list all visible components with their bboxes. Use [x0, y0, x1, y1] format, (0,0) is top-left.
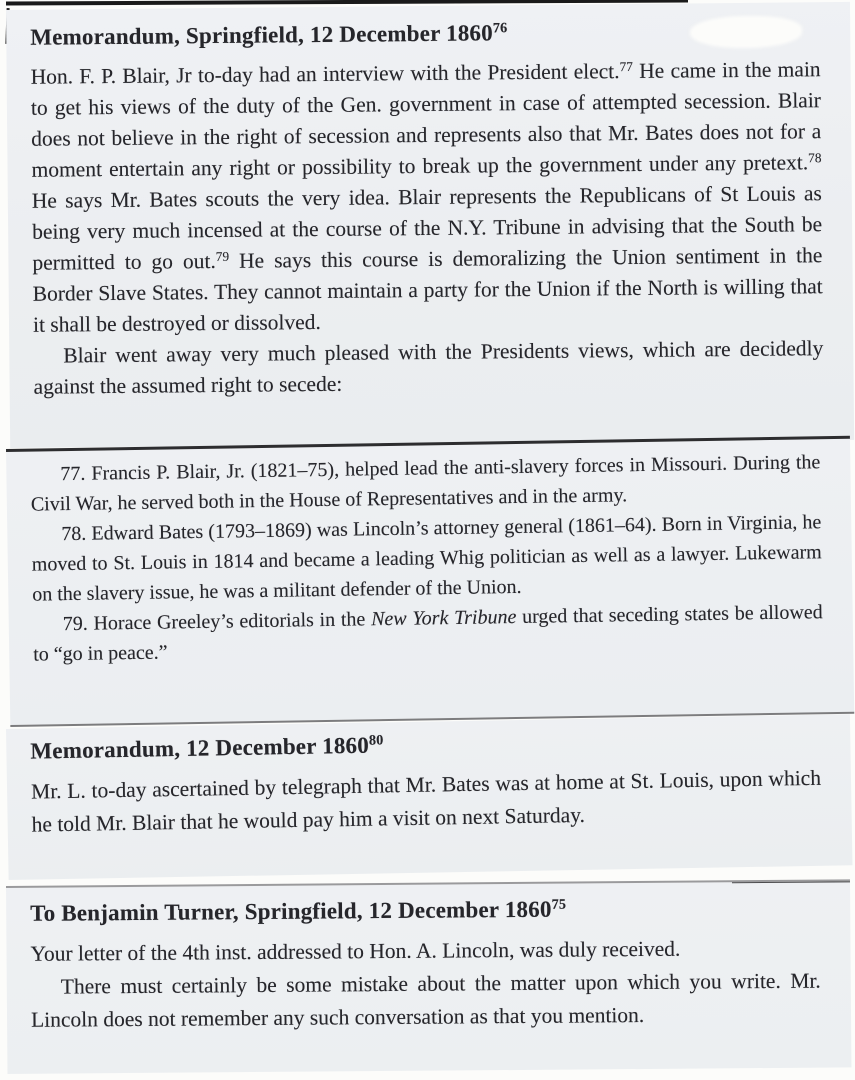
- memo2-title-footnote-ref: 80: [368, 732, 384, 749]
- footnote-77: 77. Francis P. Blair, Jr. (1821–75), helped lead the anti-slavery forces in Missouri. During the Civil War, he served both in the House of Representatives and in the army.: [30, 451, 821, 516]
- memo1-title-footnote-ref: 76: [492, 20, 508, 37]
- letter-title-text: To Benjamin Turner, Springfield, 12 December 1860: [30, 896, 552, 926]
- memo1-paragraph-1: [30, 54, 823, 341]
- letter-paragraph-1: Your letter of the 4th inst. addressed to Hon. A. Lincoln, was duly received.: [30, 936, 681, 966]
- memo1-p1-text-1: Hon. F. P. Blair, Jr to-day had an interview with the President elect.: [30, 59, 620, 89]
- memo2-paragraph-1: Mr. L. to-day ascertained by telegraph that Mr. Bates was at home at St. Louis, upon which he told Mr. Blair that he would pay him a visit on next Saturday.: [30, 765, 822, 837]
- memo1-paragraph-2: Blair went away very much pleased with the Presidents views, which are decidedly against the assumed right to secede:: [33, 336, 824, 399]
- memo1-title-text: Memorandum, Springfield, 12 December 1860: [30, 20, 493, 50]
- memo1-p1-text-4: He says this course is demoralizing the Union sentiment in the Border Slave States. They cannot maintain a party for the Union if the North is willing that it shall be destroyed or dissolved.: [32, 243, 823, 337]
- footnote-79-tribune-italic: New York Tribune: [370, 606, 517, 631]
- letter-scan-strip: [6, 879, 851, 1074]
- memo1-scan-strip: [6, 2, 854, 448]
- letter-title-footnote-ref: 75: [551, 896, 567, 913]
- footnote-79-text-before: 79. Horace Greeley’s editorials in the: [62, 608, 372, 636]
- footnote-ref-79: 79: [215, 248, 230, 264]
- footnote-78: 78. Edward Bates (1793–1869) was Lincoln’s attorney general (1861–64). Born in Virginia, he moved to St. Louis in 1814 and became a leading Whig politician as well as a lawyer. Lukewarm on the slavery issue, he was a militant defender of the Union.: [31, 511, 822, 606]
- footnote-79-text-after: urged that seceding states be allowed to “go in peace.”: [33, 601, 823, 666]
- memo1-p1-text-3: He says Mr. Bates scouts the very idea. Blair represents the Republicans of St Louis as being very much incensed at the course of the N.Y. Tribune in advising that the South be permitted to go out.: [31, 181, 823, 275]
- memo1-p1-text-2: He came in the main to get his views of the duty of the Gen. government in case of attempted secession. Blair does not believe in the right of secession and represents also that Mr. Bates does not for a moment entertain any right or possibility to break up the government under any pretext.: [30, 57, 822, 182]
- footnote-ref-77: 77: [619, 58, 633, 74]
- footnote-79: [33, 597, 824, 669]
- letter-title: [30, 894, 820, 928]
- letter-paragraph-2: There must certainly be some mistake about the matter upon which you write. Mr. Lincoln does not remember any such conversation as that you mention.: [30, 968, 821, 1032]
- footnotes-scan-strip: [6, 436, 854, 727]
- footnote-ref-78: 78: [808, 149, 822, 165]
- correction-fluid-smudge: [690, 16, 802, 48]
- memo2-title-text: Memorandum, 12 December 1860: [30, 732, 370, 764]
- memo2-title: [30, 724, 820, 766]
- memo2-scan-strip: [6, 714, 853, 880]
- scan-edge-top-right-line: [732, 879, 850, 883]
